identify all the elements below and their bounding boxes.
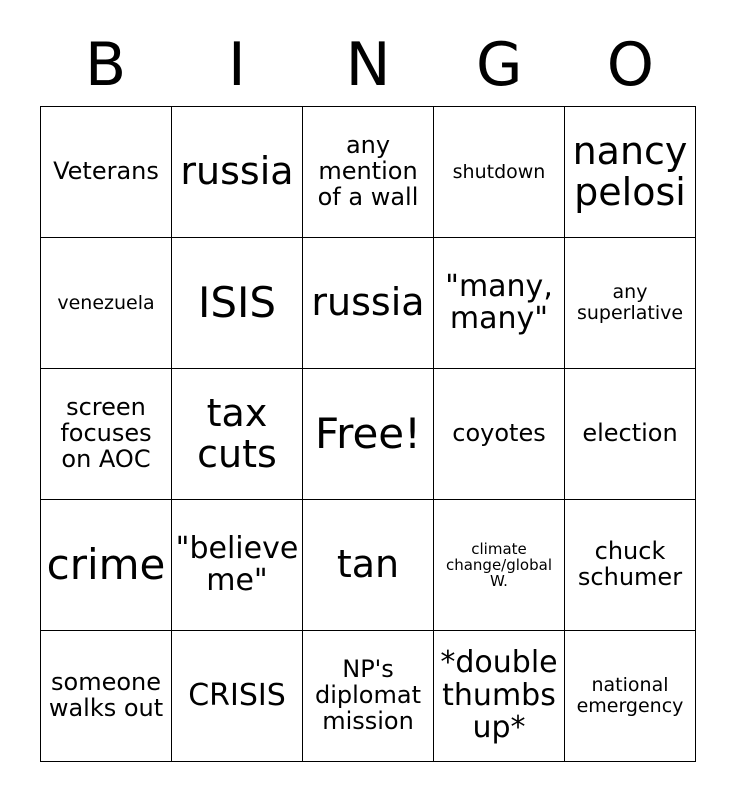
header-letter-i: I — [227, 30, 246, 100]
bingo-cell[interactable]: crime — [41, 500, 172, 631]
bingo-cell[interactable]: "many, many" — [434, 238, 565, 369]
header-letter-n: N — [345, 30, 391, 100]
bingo-cell-free[interactable]: Free! — [303, 369, 434, 500]
bingo-cell[interactable]: ISIS — [172, 238, 303, 369]
bingo-header — [40, 0, 696, 102]
header-letter-o: O — [606, 30, 655, 100]
bingo-cell[interactable]: any mention of a wall — [303, 107, 434, 238]
header-letter-b: B — [85, 30, 127, 100]
bingo-cell[interactable]: coyotes — [434, 369, 565, 500]
bingo-cell[interactable]: screen focuses on AOC — [41, 369, 172, 500]
bingo-cell[interactable]: russia — [303, 238, 434, 369]
header-letter-g: G — [475, 30, 523, 100]
bingo-cell[interactable]: tan — [303, 500, 434, 631]
bingo-grid — [40, 106, 696, 762]
bingo-cell[interactable]: tax cuts — [172, 369, 303, 500]
bingo-cell[interactable]: climate change/global W. — [434, 500, 565, 631]
bingo-cell[interactable]: NP's diplomat mission — [303, 631, 434, 762]
bingo-cell[interactable]: nancy pelosi — [565, 107, 696, 238]
bingo-cell[interactable]: *double thumbs up* — [434, 631, 565, 762]
bingo-cell[interactable]: Veterans — [41, 107, 172, 238]
bingo-cell[interactable]: venezuela — [41, 238, 172, 369]
bingo-cell[interactable]: shutdown — [434, 107, 565, 238]
bingo-row — [41, 369, 696, 500]
bingo-row — [41, 631, 696, 762]
bingo-cell[interactable]: any superlative — [565, 238, 696, 369]
bingo-cell[interactable]: election — [565, 369, 696, 500]
bingo-cell[interactable]: chuck schumer — [565, 500, 696, 631]
bingo-row — [41, 238, 696, 369]
bingo-cell[interactable]: CRISIS — [172, 631, 303, 762]
bingo-cell[interactable]: russia — [172, 107, 303, 238]
bingo-cell[interactable]: national emergency — [565, 631, 696, 762]
bingo-cell[interactable]: someone walks out — [41, 631, 172, 762]
bingo-row — [41, 107, 696, 238]
bingo-cell[interactable]: "believe me" — [172, 500, 303, 631]
bingo-row — [41, 500, 696, 631]
